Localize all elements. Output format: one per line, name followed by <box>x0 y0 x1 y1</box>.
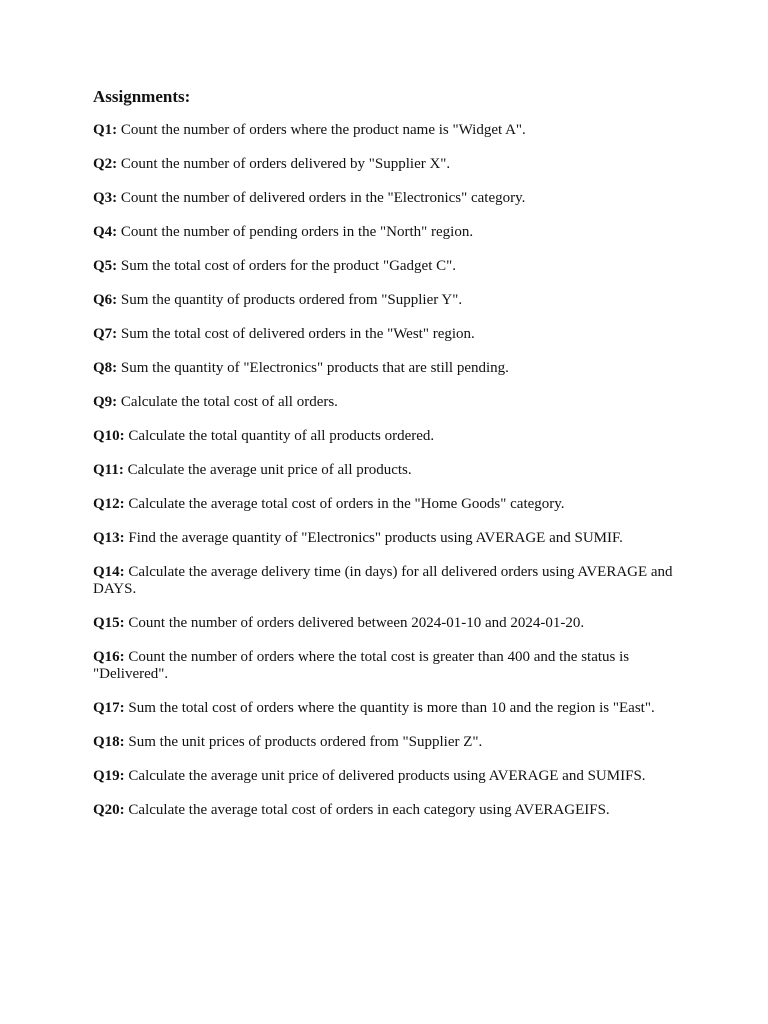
question-item <box>93 122 683 139</box>
question-number: Q17: <box>93 700 125 716</box>
question-text: Count the number of orders delivered by "Supplier X". <box>120 156 451 172</box>
question-number: Q20: <box>93 802 125 818</box>
question-number: Q14: <box>93 564 125 580</box>
question-text: Calculate the average total cost of orders in the "Home Goods" category. <box>128 496 565 512</box>
question-text: Sum the total cost of delivered orders in the "West" region. <box>120 326 475 342</box>
question-item <box>93 428 683 445</box>
question-text: Calculate the average total cost of orders in each category using AVERAGEIFS. <box>128 802 610 818</box>
question-text: Calculate the total cost of all orders. <box>120 394 338 410</box>
question-item <box>93 530 683 547</box>
question-number: Q9: <box>93 394 118 410</box>
question-text: Sum the quantity of products ordered from "Supplier Y". <box>120 292 463 308</box>
question-number: Q6: <box>93 292 118 308</box>
question-text: Calculate the total quantity of all products ordered. <box>128 428 435 444</box>
question-item <box>93 649 683 683</box>
question-number: Q3: <box>93 190 118 206</box>
question-list <box>93 122 683 819</box>
question-item <box>93 615 683 632</box>
question-text: Count the number of pending orders in the "North" region. <box>120 224 474 240</box>
question-text: Calculate the average delivery time (in days) for all delivered orders using AVERAGE and DAYS. <box>93 564 673 597</box>
question-number: Q19: <box>93 768 125 784</box>
question-number: Q18: <box>93 734 125 750</box>
question-number: Q15: <box>93 615 125 631</box>
question-number: Q11: <box>93 462 124 478</box>
question-number: Q13: <box>93 530 125 546</box>
question-item <box>93 734 683 751</box>
assignments-heading: Assignments: <box>93 87 191 106</box>
question-item <box>93 156 683 173</box>
question-number: Q2: <box>93 156 118 172</box>
question-number: Q5: <box>93 258 118 274</box>
question-number: Q4: <box>93 224 118 240</box>
question-item <box>93 462 683 479</box>
question-item <box>93 564 683 598</box>
question-text: Sum the quantity of "Electronics" products that are still pending. <box>120 360 509 376</box>
question-text: Sum the total cost of orders for the product "Gadget C". <box>120 258 457 274</box>
question-item <box>93 258 683 275</box>
question-text: Calculate the average unit price of all products. <box>127 462 412 478</box>
question-item <box>93 700 683 717</box>
question-text: Sum the unit prices of products ordered from "Supplier Z". <box>128 734 483 750</box>
question-item <box>93 190 683 207</box>
question-number: Q16: <box>93 649 125 665</box>
question-item <box>93 326 683 343</box>
question-item <box>93 802 683 819</box>
question-number: Q8: <box>93 360 118 376</box>
question-item <box>93 496 683 513</box>
document-page <box>93 86 683 836</box>
question-number: Q12: <box>93 496 125 512</box>
question-item <box>93 394 683 411</box>
question-number: Q10: <box>93 428 125 444</box>
question-text: Calculate the average unit price of delivered products using AVERAGE and SUMIFS. <box>128 768 646 784</box>
question-text: Count the number of orders delivered between 2024-01-10 and 2024-01-20. <box>128 615 585 631</box>
question-text: Find the average quantity of "Electronics" products using AVERAGE and SUMIF. <box>128 530 623 546</box>
question-item <box>93 768 683 785</box>
question-text: Sum the total cost of orders where the quantity is more than 10 and the region is "East". <box>128 700 655 716</box>
question-text: Count the number of orders where the product name is "Widget A". <box>120 122 526 138</box>
question-item <box>93 360 683 377</box>
question-item <box>93 224 683 241</box>
question-text: Count the number of delivered orders in the "Electronics" category. <box>120 190 526 206</box>
question-item <box>93 292 683 309</box>
question-text: Count the number of orders where the total cost is greater than 400 and the status is "Delivered". <box>93 649 630 682</box>
question-number: Q7: <box>93 326 118 342</box>
question-number: Q1: <box>93 122 118 138</box>
